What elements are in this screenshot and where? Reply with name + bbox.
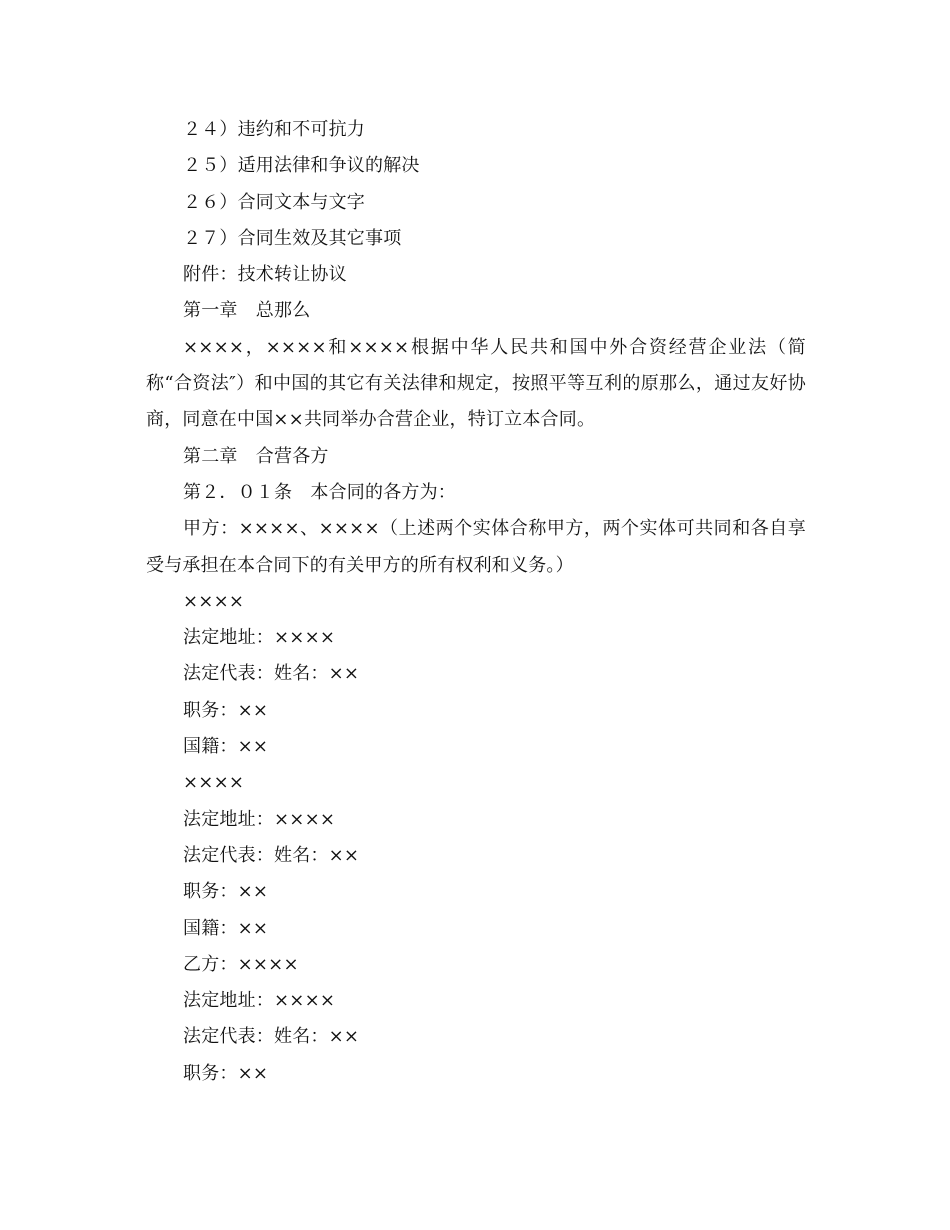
article-2-01: 第２．０１条 本合同的各方为： [183, 481, 456, 503]
party-a-entity-2-representative: 法定代表：姓名：×× [183, 844, 360, 866]
party-b-position: 职务：×× [183, 1062, 269, 1084]
attachment-line: 附件：技术转让协议 [183, 264, 347, 286]
party-a-entity-1-nationality: 国籍：×× [183, 736, 269, 758]
party-a-entity-1-name: ×××× [183, 590, 245, 612]
toc-item-26: ２６）合同文本与文字 [183, 191, 365, 213]
chapter-1-heading: 第一章 总那么 [183, 300, 311, 322]
toc-item-24: ２４）违约和不可抗力 [183, 119, 365, 140]
toc-item-27: ２７）合同生效及其它事项 [183, 227, 402, 249]
party-b-representative: 法定代表：姓名：×× [183, 1026, 360, 1048]
preamble-paragraph: ××××，××××和××××根据中华人民共和国中外合资经营企业法（简称“合资法″）和中国的其它有关法律和规定，按照平等互利的原那么，通过友好协商，同意在中国××共同举办合营企业，特订立本合同。 [146, 336, 806, 431]
party-a-paragraph: 甲方：××××、××××（上述两个实体合称甲方，两个实体可共同和各自享受与承担在本合同下的有关甲方的所有权利和义务。） [146, 518, 806, 576]
party-a-entity-2-position: 职务：×× [183, 881, 269, 903]
chapter-2-heading: 第二章 合营各方 [183, 445, 329, 467]
party-a-entity-2-address: 法定地址：×××× [183, 808, 336, 830]
toc-item-25: ２５）适用法律和争议的解决 [183, 155, 420, 177]
party-b-name: 乙方：×××× [183, 953, 299, 975]
party-a-entity-1-representative: 法定代表：姓名：×× [183, 663, 360, 685]
party-a-entity-1-address: 法定地址：×××× [183, 627, 336, 649]
party-a-entity-2-name: ×××× [183, 772, 245, 794]
document-body [146, 112, 806, 1092]
party-a-entity-2-nationality: 国籍：×× [183, 917, 269, 939]
party-a-entity-1-position: 职务：×× [183, 699, 269, 721]
party-b-address: 法定地址：×××× [183, 990, 336, 1012]
